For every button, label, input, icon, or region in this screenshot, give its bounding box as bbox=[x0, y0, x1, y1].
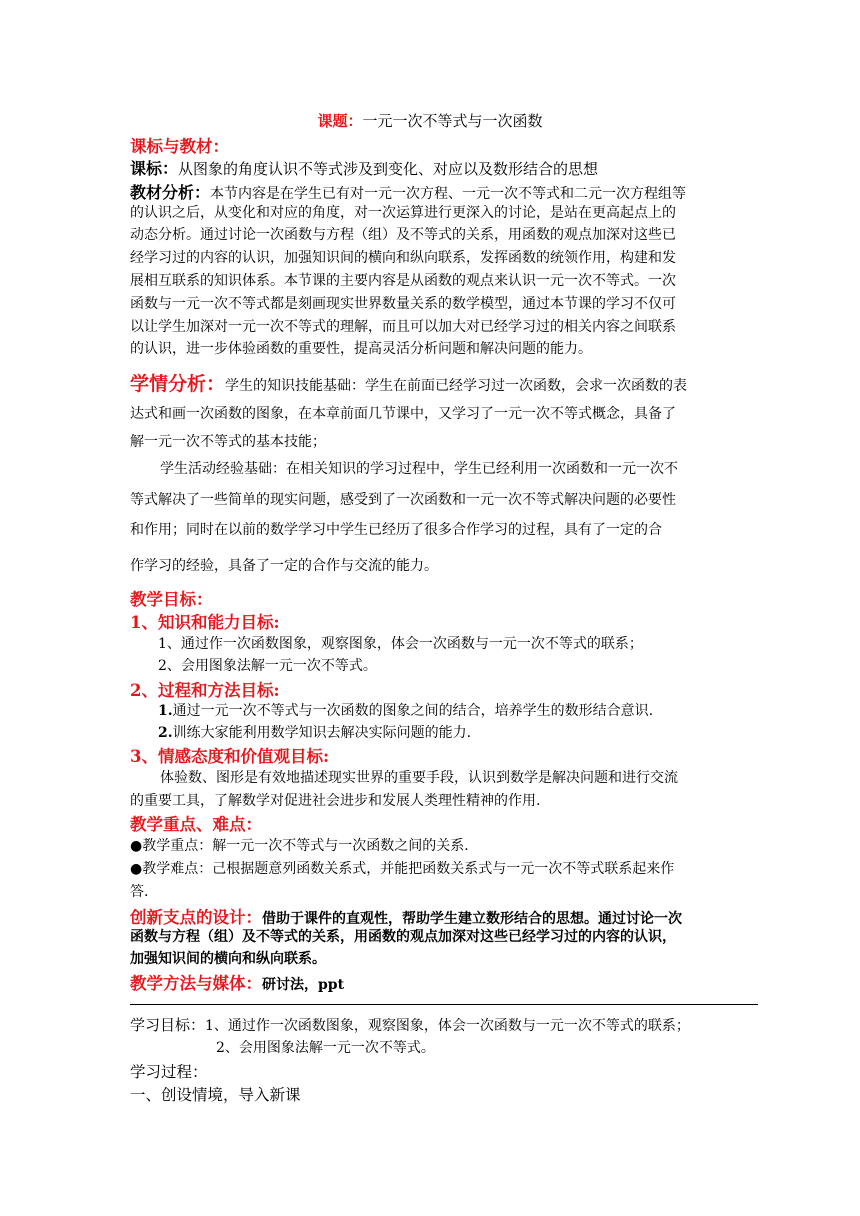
jiaocai-line-2: 动态分析。通过讨论一次函数与方程（组）及不等式的关系，用函数的观点加深对这些已 bbox=[130, 227, 676, 243]
kebiao-label: 课标： bbox=[130, 159, 179, 178]
xuexi-mubiao-item1: 1、通过作一次函数图象，观察图象，体会一次函数与一元一次不等式的联系； bbox=[205, 1018, 690, 1034]
goal2-heading: 2、过程和方法目标: bbox=[130, 681, 280, 700]
fangfa-label: 教学方法与媒体： bbox=[130, 974, 262, 993]
goal1-item-1: 2、会用图象法解一元一次不等式。 bbox=[158, 658, 377, 674]
xueqing-line-2: 解一元一次不等式的基本技能； bbox=[130, 434, 326, 450]
goal2-item-0-text: 通过一元一次不等式与一次函数的图象之间的结合，培养学生的数形结合意识. bbox=[172, 703, 654, 719]
section-divider bbox=[130, 1004, 758, 1005]
section1-heading: 一、创设情境，导入新课 bbox=[130, 1086, 301, 1104]
page-title bbox=[0, 110, 860, 131]
zhongdian-point2-line-1: 答. bbox=[130, 884, 149, 900]
jiaocai-line-4: 展相互联系的知识体系。本节课的主要内容是从函数的观点来认识一元一次不等式。一次 bbox=[130, 273, 676, 289]
goal2-item-1 bbox=[158, 722, 471, 742]
xuexi-mubiao-item2: 2、会用图象法解一元一次不等式。 bbox=[216, 1040, 435, 1056]
jiaocai-line-0 bbox=[130, 180, 686, 203]
goal2-item-0-num: 1. bbox=[158, 703, 173, 719]
jiaocai-line-3: 经学习过的内容的认识，加强知识间的横向和纵向联系，发挥函数的统领作用，构建和发 bbox=[130, 250, 676, 266]
goal2-item-1-text: 训练大家能利用数学知识去解决实际问题的能力. bbox=[172, 725, 472, 741]
goal3-line-0: 体验数、图形是有效地描述现实世界的重要手段，认识到数学是解决问题和进行交流 bbox=[160, 770, 678, 786]
chuangxin-label: 创新支点的设计： bbox=[130, 908, 262, 927]
jiaocai-line-5: 函数与一元一次不等式都是刻画现实世界数量关系的数学模型，通过本节课的学习不仅可 bbox=[130, 296, 676, 312]
kebiao-text: 从图象的角度认识不等式涉及到变化、对应以及数形结合的思想 bbox=[178, 160, 599, 178]
jiaocai-label: 教材分析： bbox=[130, 183, 211, 202]
goal2-item-0 bbox=[158, 700, 653, 720]
xueqing-line-6: 作学习的经验，具备了一定的合作与交流的能力。 bbox=[130, 558, 438, 574]
chuangxin-text-0: 借助于课件的直观性，帮助学生建立数形结合的思想。通过讨论一次 bbox=[262, 911, 682, 927]
mubiao-heading: 教学目标： bbox=[130, 590, 213, 609]
fangfa-text: 研讨法，ppt bbox=[262, 977, 345, 993]
jiaocai-text-0: 本节内容是在学生已有对一元一次方程、一元一次不等式和二元一次方程组等 bbox=[210, 186, 687, 202]
xueqing-label: 学情分析： bbox=[130, 373, 226, 395]
chuangxin-line-0 bbox=[130, 904, 682, 928]
title-text: 一元一次不等式与一次函数 bbox=[362, 112, 543, 130]
title-label: 课题： bbox=[317, 112, 363, 130]
xuexi-mubiao-label: 学习目标： bbox=[130, 1016, 206, 1034]
zhongdian-point1: ●教学重点：解一元一次不等式与一次函数之间的关系. bbox=[130, 838, 469, 854]
xueqing-line-0 bbox=[130, 369, 687, 396]
zhongdian-point2-line-0: ●教学难点：己根据题意列函数关系式，并能把函数关系式与一元一次不等式联系起来作 bbox=[130, 861, 675, 877]
jiaocai-line-7: 的认识，进一步体验函数的重要性，提高灵活分析问题和解决问题的能力。 bbox=[130, 341, 592, 357]
chuangxin-line-1: 函数与方程（组）及不等式的关系，用函数的观点加深对这些已经学习过的内容的认识， bbox=[130, 929, 676, 945]
goal3-line-1: 的重要工具，了解数学对促进社会进步和发展人类理性精神的作用. bbox=[130, 793, 541, 809]
goal1-item-0: 1、通过作一次函数图象，观察图象，体会一次函数与一元一次不等式的联系； bbox=[158, 636, 643, 652]
zhongdian-heading: 教学重点、难点： bbox=[130, 815, 262, 834]
xueqing-line-4: 等式解决了一些简单的现实问题，感受到了一次函数和一元一次不等式解决问题的必要性 bbox=[130, 492, 676, 508]
xuexi-mubiao-line-0 bbox=[130, 1014, 690, 1035]
xueqing-line-5: 和作用；同时在以前的数学学习中学生已经历了很多合作学习的过程，具有了一定的合 bbox=[130, 522, 662, 538]
jiaocai-line-1: 的认识之后，从变化和对应的角度，对一次运算进行更深入的讨论，是站在更高起点上的 bbox=[130, 205, 676, 221]
chuangxin-line-2: 加强知识间的横向和纵向联系。 bbox=[130, 951, 326, 967]
xueqing-line-3: 学生活动经验基础：在相关知识的学习过程中，学生已经利用一次函数和一元一次不 bbox=[160, 461, 678, 477]
kebiao-line bbox=[130, 156, 598, 179]
jiaocai-line-6: 以让学生加深对一元一次不等式的理解，而且可以加大对已经学习过的相关内容之间联系 bbox=[130, 319, 676, 335]
fangfa-line bbox=[130, 970, 344, 994]
goal3-heading: 3、情感态度和价值观目标: bbox=[130, 747, 330, 766]
xuexi-guocheng-heading: 学习过程： bbox=[130, 1063, 208, 1081]
xueqing-line-1: 达式和画一次函数的图象，在本章前面几节课中，又学习了一元一次不等式概念，具备了 bbox=[130, 406, 676, 422]
goal2-item-1-num: 2. bbox=[158, 725, 173, 741]
kebiao-heading: 课标与教材： bbox=[130, 137, 229, 156]
xueqing-text-0: 学生的知识技能基础：学生在前面已经学习过一次函数，会求一次函数的表 bbox=[225, 378, 688, 394]
goal1-heading: 1、知识和能力目标: bbox=[130, 613, 280, 632]
